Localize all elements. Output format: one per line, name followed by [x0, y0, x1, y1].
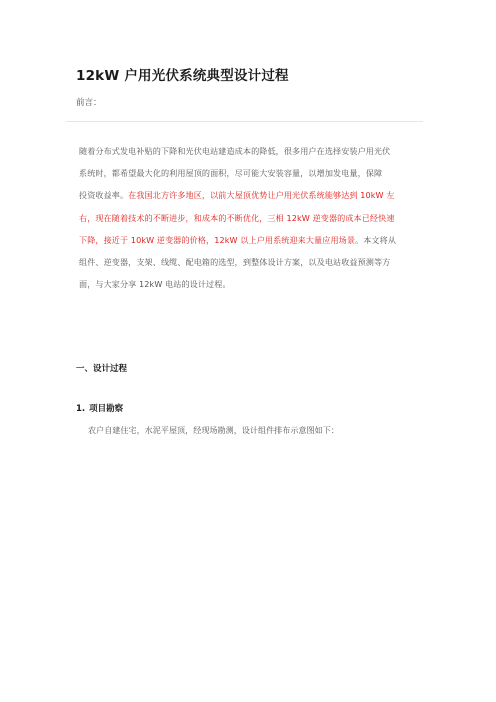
document-title: 12kW 户用光伏系统典型设计过程: [76, 68, 289, 84]
preface-label: 前言：: [76, 98, 102, 108]
intro-line-2: 系统时，都希望最大化的利用屋顶的面积，尽可能大安装容量，以增加发电量，保障: [79, 168, 383, 179]
intro-line-4: [79, 207, 421, 229]
intro-line-3: 投资收益率。在我国北方许多地区，以前大屋顶优势让户用光伏系统能够达到 10kW 左: [79, 190, 395, 201]
emphasis-text: 下降，接近于 10kW 逆变器的价格，12kW 以上户用系统迎来大量应用场景。: [79, 234, 364, 245]
intro-paragraph: [79, 140, 421, 295]
intro-line-5: 下降，接近于 10kW 逆变器的价格，12kW 以上户用系统迎来大量应用场景。本文将从: [79, 234, 397, 245]
section-heading: 一、设计过程: [76, 364, 128, 374]
intro-line-7: 面，与大家分享 12kW 电站的设计过程。: [79, 279, 231, 290]
emphasis-text: 右，现在随着技术的不断进步，和成本的不断优化，三相 12kW 逆变器的成本已经快速: [79, 212, 395, 223]
intro-line-1: 随着分布式发电补贴的下降和光伏电站建造成本的降低，很多用户在选择安装户用光伏: [79, 146, 391, 156]
subsection-heading: [76, 402, 123, 414]
intro-line-6: 组件、逆变器，支架、线缆、配电箱的选型，到整体设计方案，以及电站收益预测等方: [79, 256, 391, 267]
subsection-title: 项目勘察: [89, 404, 124, 414]
subsection-number: 1.: [76, 404, 86, 414]
emphasis-text: 在我国北方许多地区，以前大屋顶优势让户用光伏系统能够达到 10kW 左: [128, 190, 395, 201]
subsection-text: 农户自建住宅，水泥平屋顶，经现场勘测，设计组件排布示意图如下：: [88, 425, 339, 435]
divider: [66, 121, 423, 122]
